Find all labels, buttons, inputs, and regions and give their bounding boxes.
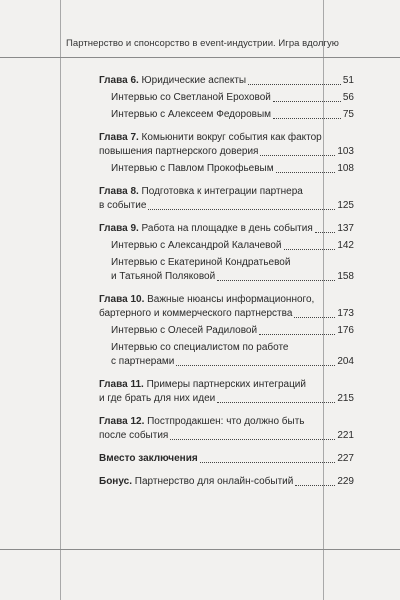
toc-page-number: 221 [337,430,354,441]
toc-entry-line [99,475,354,489]
toc-page-number: 137 [337,223,354,234]
toc-leader-dots [259,324,335,335]
toc-entry-line [111,355,354,369]
toc-entry-title: Интервью со специалистом по работе [111,342,289,353]
toc-chapter-entry [99,475,354,489]
toc-page-number: 75 [342,109,354,120]
toc-entry-title [99,452,198,466]
toc-entry-title: Интервью с Олесей Радиловой [111,325,258,336]
toc-entry-title: Интервью с Павлом Прокофьевым [111,163,274,174]
running-head: Партнерство и спонсорство в event-индустрии. Игра вдолгую [66,38,339,49]
toc-entry-line [99,145,354,159]
toc-leader-dots [200,452,336,463]
toc-chapter-label: Глава 6. [99,75,139,86]
toc-interview-entry [99,162,354,176]
toc-leader-dots [217,392,335,403]
toc-entry-title: Бонус. Партнерство для онлайн-событий [99,476,294,487]
toc-chapter-label: Вместо заключения [99,453,198,464]
toc-interview-entry [99,91,354,105]
toc-entry-title: Глава 9. Работа на площадке в день события [99,223,313,234]
toc-page-number: 103 [337,146,354,157]
toc-entry-title: Интервью с Александрой Калачевой [111,240,282,251]
toc-entry-title: Интервью со Светланой Ероховой [111,92,271,103]
toc-chapter-label: Глава 8. [99,186,139,197]
toc-page-number: 142 [337,240,354,251]
toc-chapter-label: Глава 12. [99,416,145,427]
toc-page-number: 227 [337,453,354,464]
toc-interview-entry [99,256,354,284]
toc-entry-line [99,392,354,406]
toc-chapter-label: Глава 10. [99,294,145,305]
toc-chapter-entry [99,222,354,236]
toc-leader-dots [260,145,335,156]
toc-entry-title: с партнерами [111,356,175,367]
toc-leader-dots [295,475,335,486]
toc-page-number: 56 [342,92,354,103]
crop-mark-top [0,57,400,58]
toc-leader-dots [170,429,335,440]
toc-chapter-entry [99,185,354,213]
toc-entry-line [111,270,354,284]
toc-entry-line [99,378,354,392]
toc-entry-line [111,341,354,355]
toc-page-number: 176 [337,325,354,336]
toc-entry-line [99,452,354,466]
toc-entry-line [99,222,354,236]
toc-page-number: 158 [337,271,354,282]
toc-chapter-label: Бонус. [99,476,132,487]
toc-chapter-label: Глава 7. [99,132,139,143]
toc-leader-dots [148,199,335,210]
toc-entry-title: после события [99,430,169,441]
toc-entry-line [111,91,354,105]
toc-chapter-entry [99,293,354,321]
toc-entry-line [111,239,354,253]
toc-interview-entry [99,239,354,253]
toc-entry-title: Глава 12. Постпродакшен: что должно быть [99,416,305,427]
toc-entry-line [111,108,354,122]
toc-entry-line [99,293,354,307]
toc-interview-entry [99,341,354,369]
toc-chapter-label: Глава 9. [99,223,139,234]
toc-chapter-label: Глава 11. [99,379,144,390]
toc-entry-title: Интервью с Екатериной Кондратьевой [111,257,291,268]
toc-entry-title: Глава 8. Подготовка к интеграции партнера [99,186,303,197]
toc-entry-title: в событие [99,200,147,211]
toc-page-number: 204 [337,356,354,367]
toc-entry-line [99,429,354,443]
toc-entry-title: Глава 7. Комьюнити вокруг события как фактор [99,132,322,143]
toc-entry-line [99,307,354,321]
toc-entry-title: повышения партнерского доверия [99,146,259,157]
toc-page-number: 173 [337,308,354,319]
table-of-contents [99,74,354,492]
toc-leader-dots [273,91,341,102]
toc-page-number: 125 [337,200,354,211]
toc-entry-line [99,74,354,88]
toc-chapter-entry [99,415,354,443]
toc-entry-line [99,199,354,213]
toc-entry-line [111,256,354,270]
toc-chapter-entry [99,378,354,406]
toc-entry-title: Глава 6. Юридические аспекты [99,75,247,86]
toc-chapter-entry [99,452,354,466]
toc-entry-title: Глава 10. Важные нюансы информационного, [99,294,315,305]
toc-chapter-entry [99,131,354,159]
toc-chapter-entry [99,74,354,88]
toc-leader-dots [248,74,341,85]
toc-page-number: 215 [337,393,354,404]
toc-page-number: 229 [337,476,354,487]
toc-leader-dots [217,270,335,281]
toc-entry-title: Глава 11. Примеры партнерских интеграций [99,379,306,390]
crop-mark-bottom [0,549,400,550]
toc-interview-entry [99,108,354,122]
toc-entry-title: бартерного и коммерческого партнерства [99,308,293,319]
toc-entry-title: и Татьяной Поляковой [111,271,216,282]
toc-leader-dots [294,307,335,318]
toc-entry-line [111,324,354,338]
toc-entry-line [99,185,354,199]
toc-page-number: 108 [337,163,354,174]
toc-entry-line [99,415,354,429]
toc-interview-entry [99,324,354,338]
toc-entry-line [111,162,354,176]
toc-entry-line [99,131,354,145]
toc-entry-title: и где брать для них идеи [99,393,216,404]
toc-leader-dots [273,108,341,119]
crop-mark-left [60,0,61,600]
toc-leader-dots [315,222,336,233]
toc-leader-dots [276,162,336,173]
toc-page-number: 51 [342,75,354,86]
toc-leader-dots [176,355,335,366]
toc-leader-dots [284,239,336,250]
toc-entry-title: Интервью с Алексеем Федоровым [111,109,272,120]
